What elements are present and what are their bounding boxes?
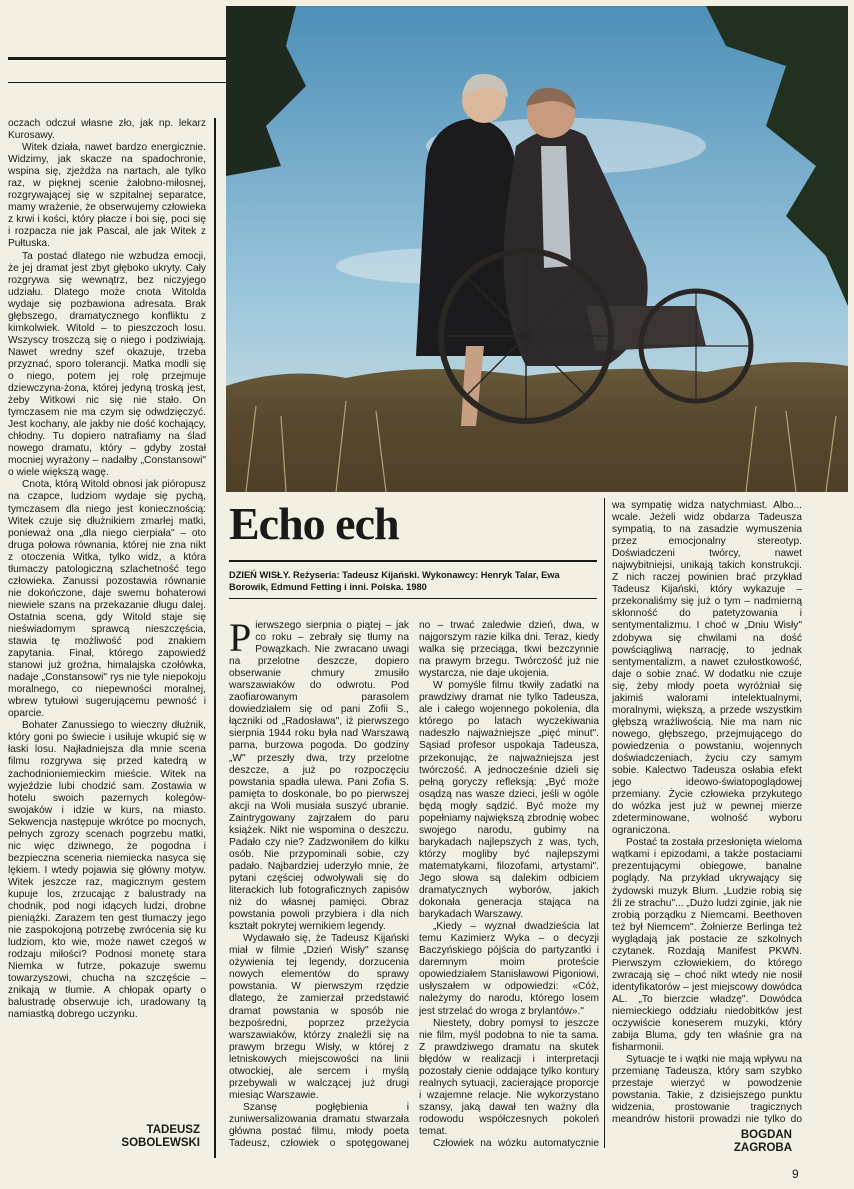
paragraph: no – trwać zaledwie dzień, dwa, w najgorszym razie kilka dni. Teraz, kiedy walka się przeciąga, tkwi bezczynnie na prawym brzegu. Twórczość już nie wystarcza, nie daje ukojenia.: [419, 620, 599, 680]
paragraph: Ta postać dlatego nie wzbudza emocji, że jej dramat jest zbyt głęboko ukryty. Cały rozgrywa się wewnątrz, bez niczyjego udziału. Dlatego może cnota Witolda wydaje się pozbawiona adresata. Brak głębszego, dramatycznego konfliktu z kimkolwiek. Witold – to pieszczoch losu. Wszyscy troszczą się o niego i podziwiają. Nawet wredny szef okazuje, trzeba przyznać, sporo tolerancji. Matka modli się o niego, potem jej rolę przejmuje dziewczyna-żona, której jedyną troską jest, żeby Witkowi nic się nie stało. On tymczasem nie ma czym się odwdzięczyć. Jest kochany, ale jakby nie dość kochający, chłodny. Tu dopiero natrafiamy na ślad nowego dramatu, który – gdyby został mocniej wyrażony – nadałby „Constansowi" o wiele większą wagę.: [8, 250, 206, 479]
author-first-name: BOGDAN: [740, 1129, 792, 1141]
paragraph: Wydawało się, że Tadeusz Kijański miał w filmie „Dzień Wisły" szansę ożywienia tej legendy, dorzucenia nowych elementów do sprawy powstania. W pierwszym rzędzie dlatego, że zamierzał przedstawić dramat powstania w sposób nie bezpośredni, poprzez przeżycia warszawiaków, którzy znaleźli się na prawym brzegu Wisły, w której z letniskowych miejscowości na linii otwockiej, ale sercem i myślą przebywali w walczącej już drugi miesiąc Warszawie.: [229, 933, 409, 1101]
lead-paragraph: [229, 620, 409, 933]
credits-rule: [229, 598, 597, 599]
paragraph: Człowiek na wózku automatycznie: [433, 1138, 599, 1150]
film-still-photo: [226, 6, 848, 492]
column-divider: [604, 498, 605, 1148]
article-column-2: [419, 620, 599, 1150]
article-column-1: [229, 620, 409, 1150]
film-credits: DZIEŃ WISŁY. Reżyseria: Tadeusz Kijański. Wykonawcy: Henryk Talar, Ewa Borowik, Edmund Fetting i inni. Polska. 1980: [229, 570, 560, 592]
paragraph: Witek działa, nawet bardzo energicznie. Widzimy, jak skacze na spadochronie, wspina się, zjeżdża na nartach, ale tylko raz, w pięknej scenie żałobno-miłosnej, rozgrywającej się w szpitalnej separatce, mamy wrażenie, że obserwujemy człowieka z krwi i kości, który płacze i boi się, poci się i rozpacza nie jak Pascal, ale jak Witek z Pułtuska.: [8, 142, 206, 250]
author-last-name: ZAGROBA: [733, 1142, 792, 1154]
lead-text: ierwszego sierpnia o piątej – jak co roku – zebrały się tłumy na Powązkach. Nie zwracano uwagi na przelotne deszcze, dopiero obserwanie chmury zmusiło warszawiaków do odwrotu. Pod zaofiarowanym parasolem dowiedziałem się od pani Zofii S., łączniki od „Radosława", iż pierwszego sierpnia 1944 roku była nad Warszawą parna, burzowa pogoda. Do godziny „W" przeszły dwa, trzy przelotne deszcze, a już po rozpoczęciu powstania spadła ulewa. Pani Zofia S. pamięta to doskonale, bo po pierwszej akcji na Woli musiała suszyć ubranie. Zaintrygowany zajrzałem do paru książek. Nikt nie wspomina o deszczu. Padało czy nie? Zadzwoniłem do kilku osób. Nie przypominali sobie, czy padało. Najbardziej uderzyło mnie, że pytani częściej odwoływali się do literackich lub fotograficznych zapisów niż do własnej pamięci. Obraz powstania powoli przybiera i dla nich kształt pokrytej wernikiem legendy.: [229, 620, 409, 933]
paragraph: Bohater Zanussiego to wieczny dłużnik, który goni po świecie i usiłuje wkupić się w łaski losu. Najładniejsza dla mnie scena filmu rozgrywa się przed katedrą w zachodnioniemieckim mieście. Witek na wyjeździe lubi chodzić sam. Zostawia w hotelu swoich pazernych kolegów-swojaków i idzie w kurs, na miasto. Sekwencja następuje wkrótce po mocnych, pełnych zgrozy scenach pogrzebu matki, nic więc dziwnego, że pogodna i bezpieczna sceneria niemiecka nasyca się lękiem. I wtedy pojawia się główny motyw. Witek jeszcze raz, magicznym gestem kupuje los, zrzucając z balustrady na chodnik, pod nogi idących ludzi, drobne pieniążki. Zarazem ten gest tłumaczy jego nie zaspokojoną potrzebę zwrócenia się ku ludziom, kto wie, może nawet czegoś w rodzaju miłości? Podnosi monetę stara Niemka w futrze, pokazuje swemu towarzyszowi, chucha na szczęście – znikają w tłumie. A chłopak oparty o balustradę obserwuje ich, uradowany tą namiastką dobrego uczynku.: [8, 720, 206, 1021]
left-review-column: [8, 118, 206, 1118]
article-title: Echo ech: [229, 498, 399, 549]
column-divider: [214, 118, 216, 1158]
author-signature-right: [680, 1129, 792, 1155]
paragraph: Szansę pogłębienia i zuniwersalizowania dramatu stwarzała główna postać filmu, młody poeta Tadeusz, człowiek o spotęgowanej: [229, 1101, 409, 1150]
author-last-name: SOBOLEWSKI: [121, 1137, 200, 1149]
paragraph: Niestety, dobry pomysł to jeszcze nie film, myśl podobna to nie ta sama. Z prawdziwego dramatu na skutek błędów w realizacji i interpretacji pozostały cienie oddające tylko kontury realnych sytuacji, zacierające proporcje i wzajemne relacje. Nie wykorzystano szansy, jaką dawał ten ważny dla rodowodu współczesnych pokoleń temat.: [419, 1017, 599, 1137]
drop-cap: P: [229, 620, 252, 660]
paragraph: „Kiedy – wyznał dwadzieścia lat temu Kazimierz Wyka – o decyzji Baczyńskiego pójścia do partyzantki i daremnym moim proteście opowiedziałem Stanisławowi Pigoniowi, usłyszałem w odpowiedzi: «Cóż, należymy do narodu, którego losem jest strzelać do wroga z brylantów».": [419, 921, 599, 1017]
header-rule-thin: [8, 82, 226, 83]
title-rule: [229, 560, 597, 562]
paragraph: Sytuacje te i wątki nie mają wpływu na przemianę Tadeusza, który sam szybko przestaje wierzyć w powodzenie powstania. Takie, z dzisiejszego punktu widzenia, prostowanie tragicznych meandrów historii prowadzi nie tylko do: [612, 1054, 802, 1125]
header-rule: [8, 57, 226, 60]
article-column-3: [612, 500, 802, 1125]
paragraph: Cnota, którą Witold obnosi jak pióropusz na czapce, ludziom wydaje się pychą, tymczasem dla niego jest koniecznością: Witek czuje się dłużnikiem zmarłej matki, ponieważ ona „dla niego cierpiała" – oto druga połowa równania, której nie zna nikt z otoczenia Witka, tylko widz, a która tłumaczy patologiczną szlachetność tego człowieka. Zanussi pozostawia równanie nie dokończone, daje swemu bohaterowi niewiele szans na przekazanie długu dalej. Ostatnia scena, gdy Witold staje się nieświadomym sprawcą nieszczęścia, stawia tę możliwość pod znakiem zapytania. Finał, którego zapowiedź stanowi już groźna, himalajska czołówka, nadaje „Constansowi" rys nie tyle niepokoju moralnego, co niepewności moralnej, wbrew tytułowi sugerującemu pewność i oparcie.: [8, 479, 206, 720]
photo-illustration: [226, 6, 848, 492]
page-number: 9: [792, 1167, 799, 1181]
paragraph: Postać ta została przesłonięta wieloma wątkami i epizodami, a także postaciami prezentującymi obiegowe, banalne poglądy. Na przykład ukrywający się żydowski muzyk Blum. „Ludzie robią się źli ze strachu"... „Dużo ludzi zginie, jak nie zrobią porządku z Niemcami. Beethoven też był Niemcem". Żołnierze Berlinga też wyglądają jak postacie ze szkolnych czytanek. Rozdają Manifest PKWN. Pierwszym człowiekiem, do którego zwracają się – choć nikt wtedy nie nosił identyfikatorów – jest miejscowy dowódca AL. „To bierzcie władzę". Dowódca niemieckiego oddziału niedobitków jest oczywiście koneserem muzyki, który zabija Bluma, gdy ten właśnie gra na fisharmonii.: [612, 837, 802, 1054]
paragraph: oczach odczuł własne zło, jak np. lekarz Kurosawy.: [8, 118, 206, 142]
paragraph: W pomyśle filmu tkwiły zadatki na prawdziwy dramat nie tylko Tadeusza, ale i całego wojennego pokolenia, dla którego po latach wyczekiwania nadeszło najważniejsze „pięć minut". Sąsiad profesor uspokaja Tadeusza, przekonując, że najważniejsza jest twórczość. A jednocześnie dzieli się pełną goryczy refleksją: „Być może osądzą nas wasze dzieci, jeśli w ogóle będą mogły sądzić. Być może my popełniamy największą zbrodnię wobec swojego narodu, gubimy na barykadach najlepszych z was, tych, którzy mogliby być najlepszymi matematykami, filozofami, artystami". Jego słowa są dalekim odbiciem dramatycznych wyborów, jakich dokonała generacja stająca na barykadach Warszawy.: [419, 680, 599, 921]
paragraph: wa sympatię widza natychmiast. Albo... wcale. Jeżeli widz obdarza Tadeusza sympatią, to na zasadzie wymuszenia przez emocjonalny stereotyp. Doświadczeni twórcy, nawet najwybitniejsi, unikają takich konstrukcji. Z nich raczej powinien brać przykład Tadeusz Kijański, który wykazuje – przekonaliśmy się już o tym – nadmierną skłonność do patetyzowania i sentymentalizmu. I choć w „Dniu Wisły" zdobywa się chwilami na dość powściągliwą narrację, to jednak sentymentalizm, a nawet czułostkowość, daje o sobie znać. W dodatku nie czuje się, żeby młody poeta wyróżniał się jakimiś walorami intelektualnymi, moralnymi, większą, a przede wszystkim głębszą wrażliwością. Nie ma nam nic nowego, głębszego, przejmującego do powiedzenia o powstaniu, wojennych doświadczeniach, życiu czy samym sobie. Kalectwo Tadeusza osłabia efekt jego ideowo-światopoglądowej przemiany. Życie człowieka przykutego do wózka jest już w pewnej mierze zdeterminowane, wolność wyboru ograniczona.: [612, 500, 802, 837]
author-first-name: TADEUSZ: [146, 1124, 200, 1136]
author-signature-left: [100, 1124, 200, 1150]
